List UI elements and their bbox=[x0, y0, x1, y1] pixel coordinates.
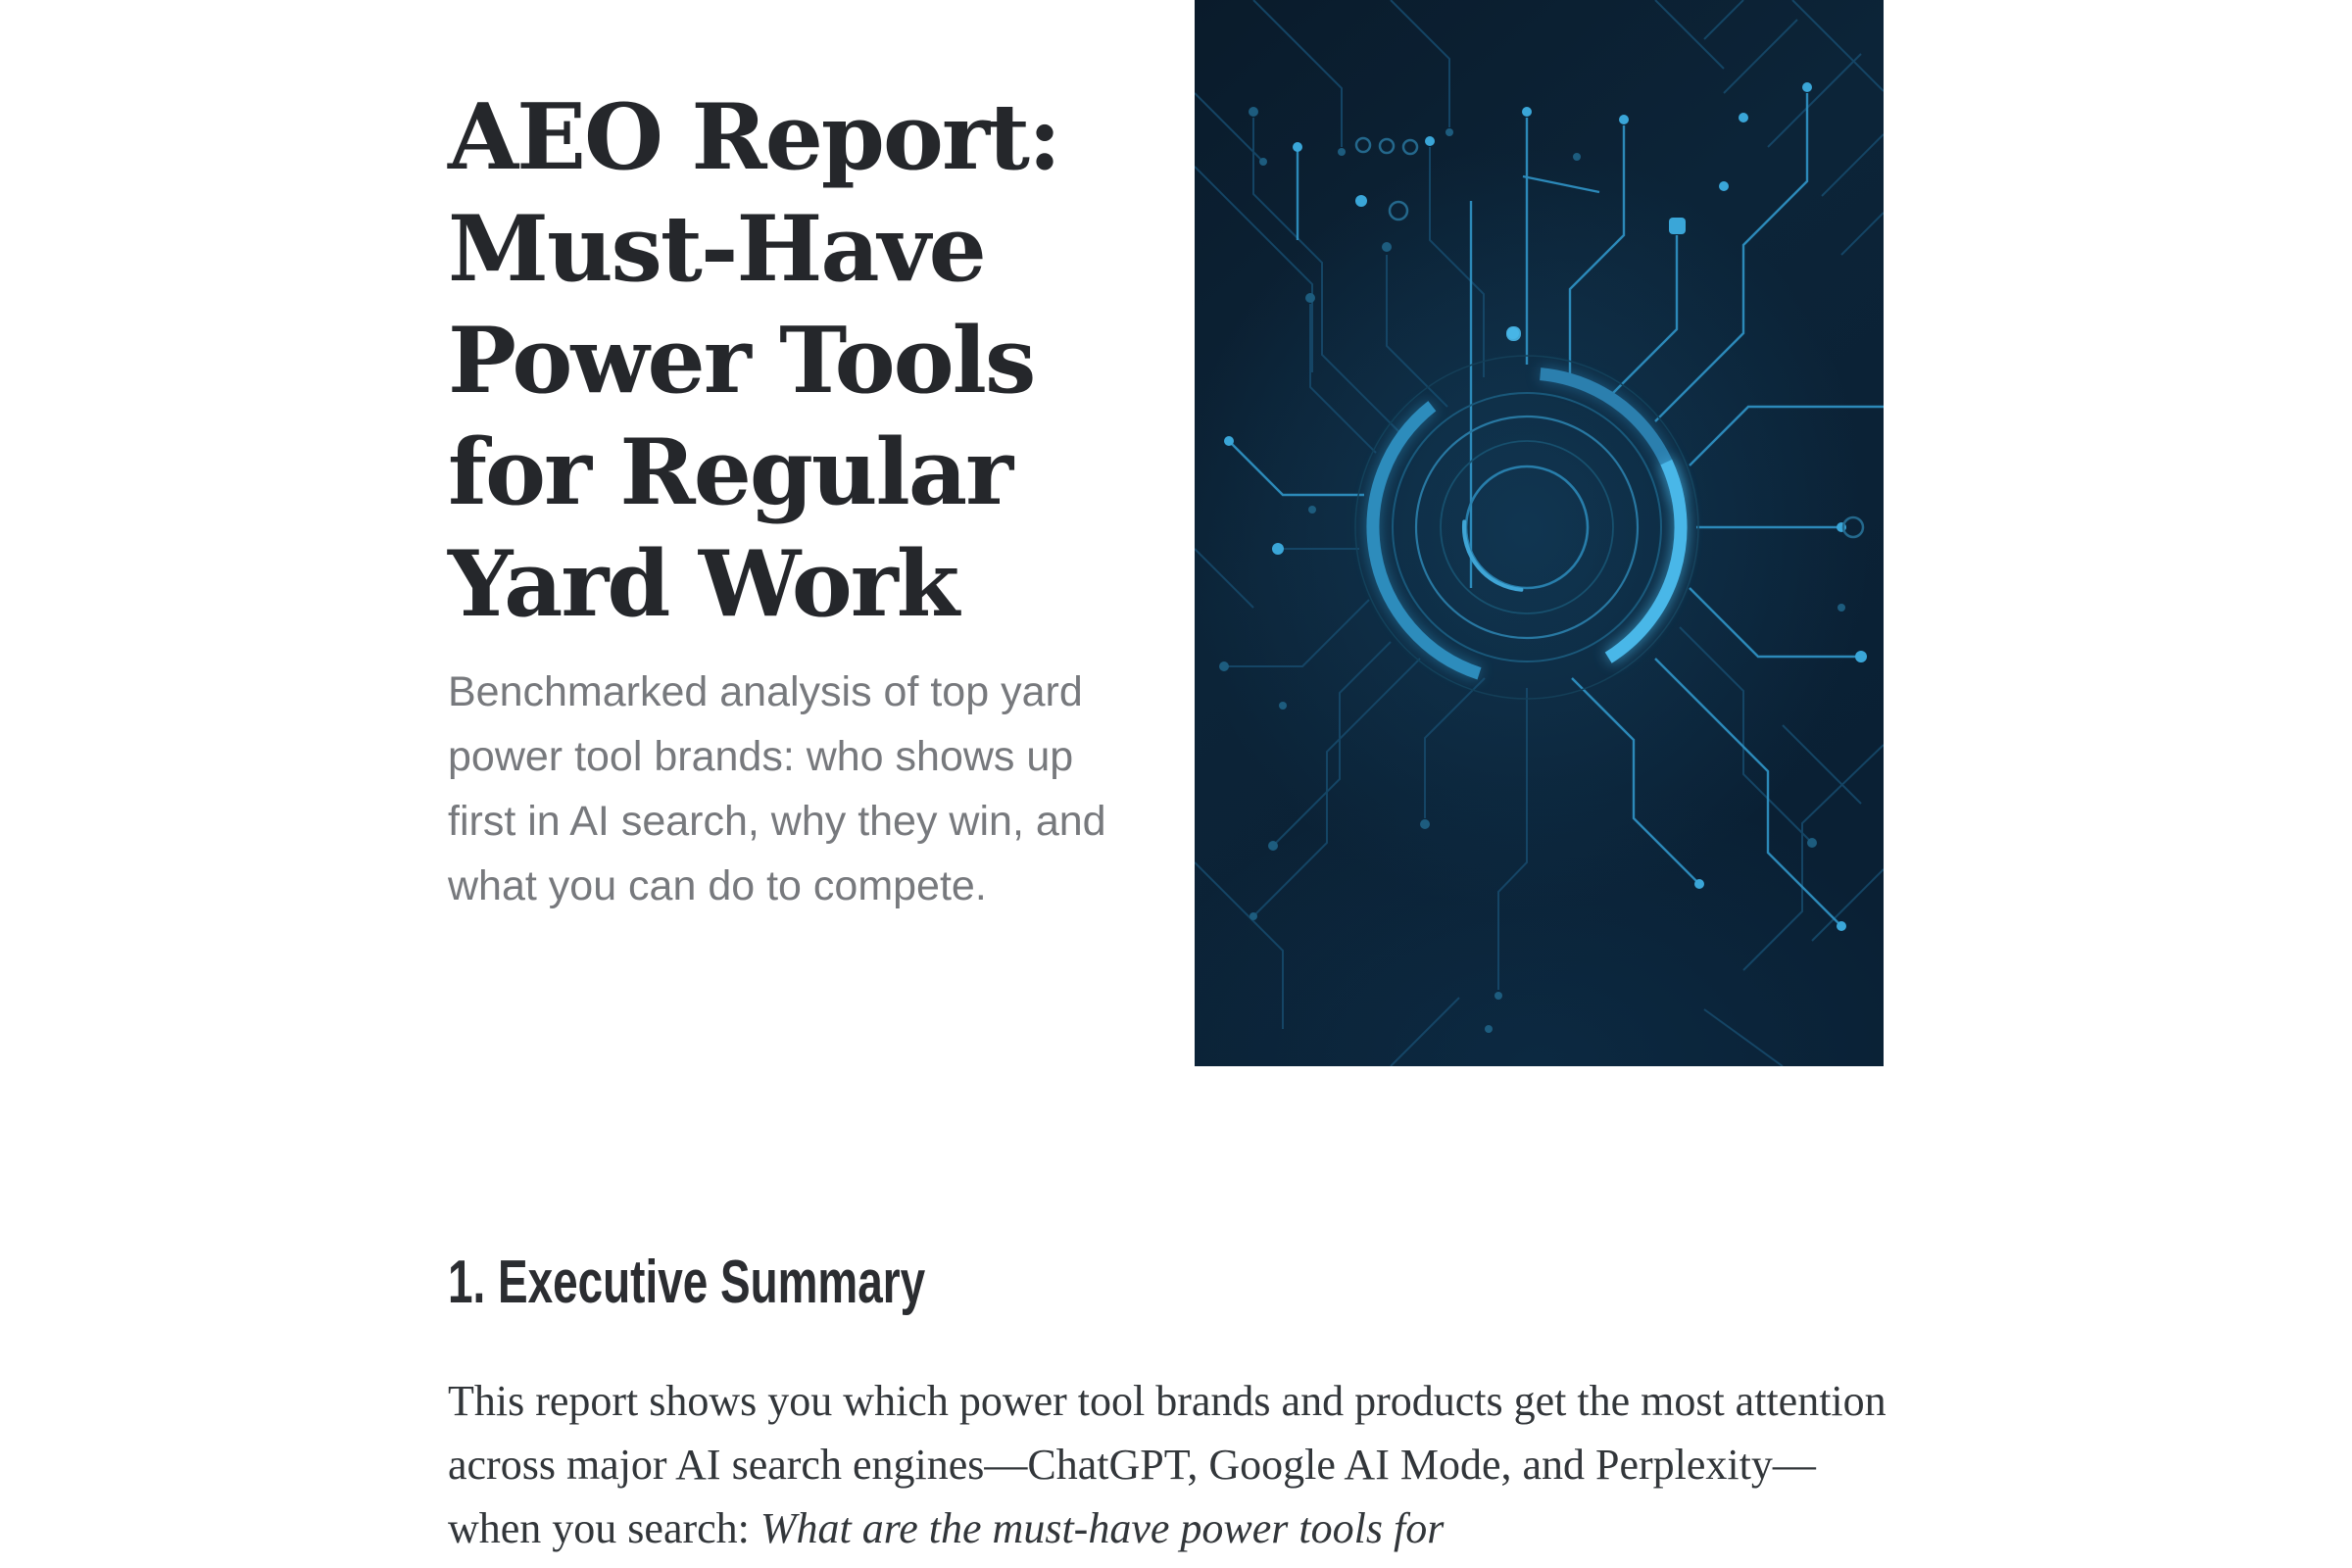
circuit-pad-round bbox=[1506, 326, 1521, 341]
paragraph-text: This report shows you which power tool brands and products get the most attention across major AI search engines—ChatGPT, Google AI Mode, and Perplexity—when you search: bbox=[448, 1377, 1886, 1552]
report-title bbox=[448, 81, 1153, 640]
report-subtitle-line: what you can do to compete. bbox=[448, 862, 987, 909]
report-subtitle-line: Benchmarked analysis of top yard bbox=[448, 668, 1083, 715]
section-heading: 1. Executive Summary bbox=[448, 1249, 926, 1316]
report-title-line: AEO Report: bbox=[448, 83, 1060, 190]
report-title-line: Must-Have bbox=[448, 195, 985, 302]
hero-image bbox=[1195, 0, 1884, 1066]
report-title-line: Power Tools bbox=[448, 307, 1035, 414]
report-subtitle bbox=[448, 660, 1153, 918]
paragraph-italic-text: What are the must-have power tools for bbox=[760, 1504, 1445, 1552]
report-subtitle-line: first in AI search, why they win, and bbox=[448, 798, 1106, 845]
report-title-line: Yard Work bbox=[448, 530, 958, 637]
section-paragraph bbox=[448, 1369, 1898, 1560]
report-title-line: for Regular bbox=[448, 418, 1012, 525]
report-subtitle-line: power tool brands: who shows up bbox=[448, 733, 1074, 780]
section-executive-summary bbox=[448, 1247, 1898, 1560]
circuit-pad-square bbox=[1669, 218, 1686, 234]
